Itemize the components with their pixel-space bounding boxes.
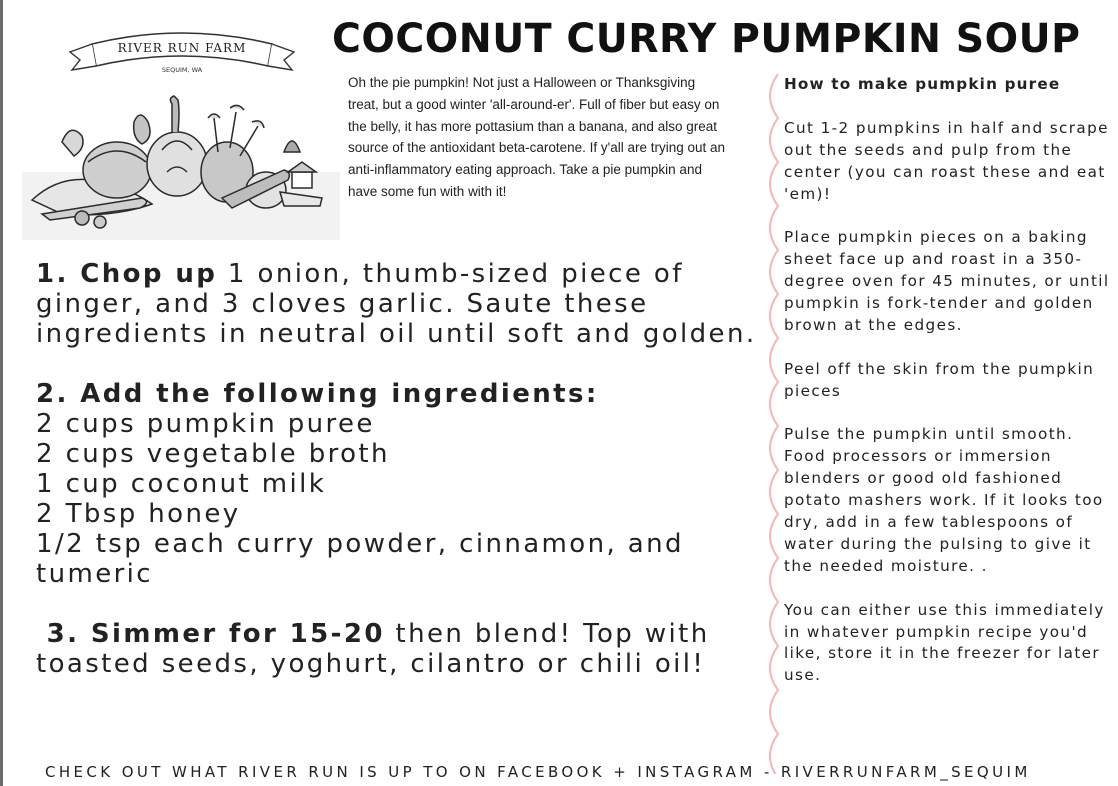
- ingredient-item: 1 cup coconut milk: [36, 469, 327, 499]
- step-3: [36, 619, 766, 679]
- vegetable-illustration: [22, 96, 340, 240]
- logo-farm-name: RIVER RUN FARM: [117, 41, 247, 55]
- step-1-text: 1 onion, thumb-sized piece of ginger, and 3 cloves garlic. Saute these ingredients in neutral oil until soft and golden.: [36, 259, 757, 349]
- page-left-border: [0, 0, 3, 786]
- puree-step: Pulse the pumpkin until smooth. Food processors or immersion blenders or good old fashioned potato mashers work. If it looks too dry, add in a few tablespoons of water during the pulsing to give it the needed moisture. .: [784, 425, 1104, 575]
- ingredient-item: 1/2 tsp each curry powder, cinnamon, and tumeric: [36, 529, 684, 589]
- ingredient-item: 2 Tbsp honey: [36, 499, 241, 529]
- ingredient-item: 2 cups vegetable broth: [36, 439, 390, 469]
- step-2-heading: 2. Add the following ingredients:: [36, 379, 599, 409]
- puree-step: You can either use this immediately in whatever pumpkin recipe you'd like, store it in the freezer for later use.: [784, 600, 1105, 685]
- step-3-text: then blend! Top with toasted seeds, yoghurt, cilantro or chili oil!: [36, 619, 710, 679]
- puree-step: Place pumpkin pieces on a baking sheet face up and roast in a 350-degree oven for 45 minutes, or until pumpkin is fork-tender and golden brown at the edges.: [784, 228, 1110, 334]
- logo-banner: [70, 33, 294, 74]
- puree-heading: How to make pumpkin puree: [784, 75, 1061, 93]
- puree-step: Cut 1-2 pumpkins in half and scrape out the seeds and pulp from the center (you can roast these and eat 'em)!: [784, 118, 1109, 203]
- puree-step: Peel off the skin from the pumpkin pieces: [784, 359, 1095, 400]
- page-title: COCONUT CURRY PUMPKIN SOUP: [332, 16, 1081, 62]
- step-2: [36, 379, 766, 589]
- ingredient-item: 2 cups pumpkin puree: [36, 409, 375, 439]
- step-1-heading: 1. Chop up: [36, 259, 218, 289]
- farm-logo: [22, 22, 340, 240]
- intro-paragraph: Oh the pie pumpkin! Not just a Halloween or Thanksgiving treat, but a good winter 'all-around-er'. Full of fiber but easy on the belly, it has more pottasium than a banana, and also great source of the antioxidant beta-carotene. If y'all are trying out an anti-inflammatory eating approach. Take a pie pumpkin and have some fun with with it!: [348, 75, 726, 199]
- scallop-divider: [760, 74, 786, 774]
- footer-social-note: CHECK OUT WHAT RIVER RUN IS UP TO ON FACEBOOK + INSTAGRAM - RIVERRUNFARM_SEQUIM: [45, 763, 1031, 781]
- step-1: [36, 259, 766, 349]
- step-3-heading: 3. Simmer for 15-20: [46, 619, 385, 649]
- puree-instructions: [784, 74, 1114, 709]
- recipe-steps: [36, 259, 766, 709]
- logo-location: SEQUIM, WA: [161, 66, 203, 74]
- ingredient-list: [36, 409, 766, 589]
